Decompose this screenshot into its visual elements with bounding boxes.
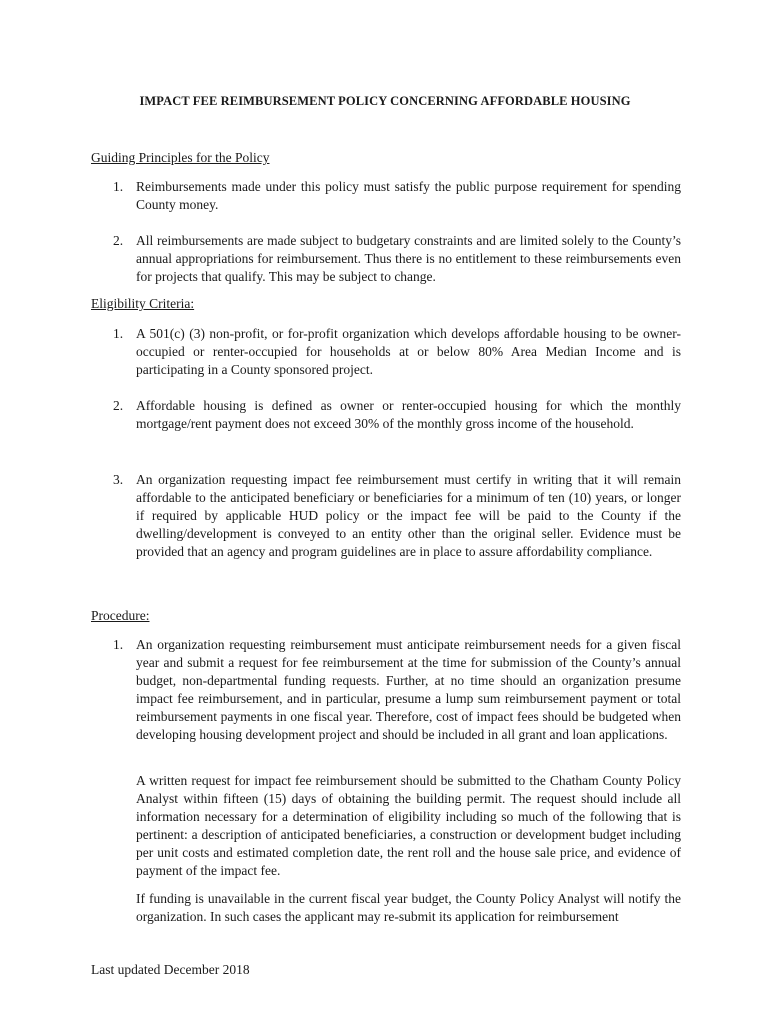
list-item: [91, 325, 681, 379]
list-item-number: 1.: [113, 326, 124, 341]
page-title: IMPACT FEE REIMBURSEMENT POLICY CONCERNING AFFORDABLE HOUSING: [139, 94, 631, 108]
procedure-paragraph: If funding is unavailable in the current fiscal year budget, the County Policy Analyst will notify the organization. In such cases the applicant may re-submit its application for reimbursement: [136, 891, 681, 924]
list-item-text: Reimbursements made under this policy must satisfy the public purpose requirement for spending County money.: [136, 179, 681, 212]
list-item: [91, 471, 681, 561]
list-item-number: 2.: [113, 398, 124, 413]
list-item: [91, 232, 681, 286]
guiding-principles-heading: Guiding Principles for the Policy: [91, 150, 270, 165]
eligibility-criteria-heading: Eligibility Criteria:: [91, 296, 195, 311]
list-item: [91, 178, 681, 214]
list-item-number: 1.: [113, 637, 124, 652]
list-item-text: An organization requesting impact fee reimbursement must certify in writing that it will remain affordable to the anticipated beneficiary or beneficiaries for a minimum of ten (10) years, or longer if required by applicable HUD policy or the impact fee will be paid to the County if the dwelling/development is conveyed to an entity other than the original seller. Evidence must be provided that an agency and program guidelines are in place to assure affordability compliance.: [136, 472, 681, 559]
list-item-text: Affordable housing is defined as owner or renter-occupied housing for which the monthly mortgage/rent payment does not exceed 30% of the monthly gross income of the household.: [136, 398, 681, 431]
list-item-number: 2.: [113, 233, 124, 248]
list-item: [91, 636, 681, 744]
list-item-number: 3.: [113, 472, 124, 487]
list-item-number: 1.: [113, 179, 124, 194]
list-item-text: A 501(c) (3) non-profit, or for-profit organization which develops affordable housing to be owner-occupied or renter-occupied for households at or below 80% Area Median Income and is participating in a County sponsored project.: [136, 326, 681, 377]
footer-last-updated: Last updated December 2018: [91, 962, 250, 977]
procedure-heading: Procedure:: [91, 608, 150, 623]
list-item: [91, 397, 681, 433]
procedure-paragraph: A written request for impact fee reimbursement should be submitted to the Chatham County Policy Analyst within fifteen (15) days of obtaining the building permit. The request should include all information necessary for a determination of eligibility including so much of the following that is pertinent: a description of anticipated beneficiaries, a construction or development budget including per unit costs and estimated completion date, the rent roll and the house sale price, and evidence of payment of the impact fee.: [136, 773, 681, 878]
list-item-text: An organization requesting reimbursement must anticipate reimbursement needs for a given fiscal year and submit a request for fee reimbursement at the time for submission of the County’s annual budget, non-departmental funding requests. Further, at no time should an organization presume impact fee reimbursement, and in particular, presume a lump sum reimbursement payment or total reimbursement payments in one fiscal year. Therefore, cost of impact fees should be budgeted when developing housing development project and should be included in all grant and loan applications.: [136, 637, 681, 742]
list-item-text: All reimbursements are made subject to budgetary constraints and are limited solely to the County’s annual appropriations for reimbursement. Thus there is no entitlement to these reimbursements even for projects that qualify. This may be subject to change.: [136, 233, 681, 284]
